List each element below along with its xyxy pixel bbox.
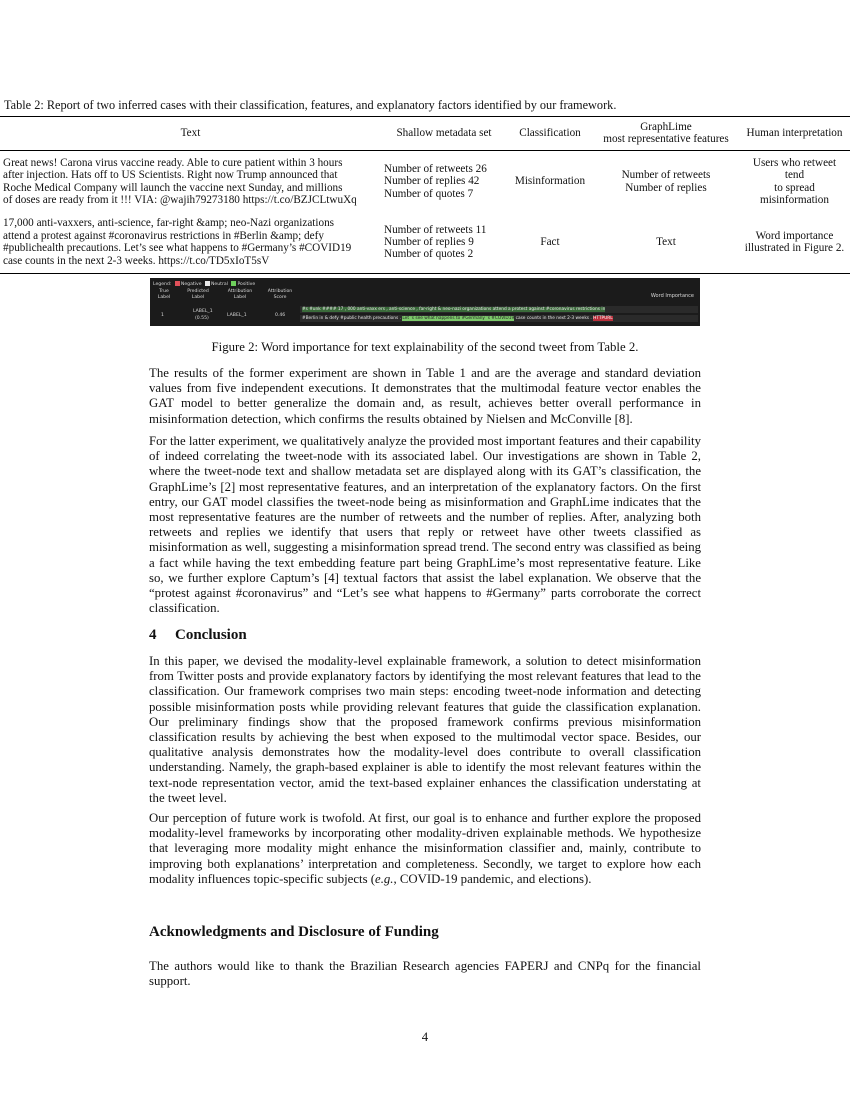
results-table xyxy=(0,116,850,274)
row-features xyxy=(593,150,739,216)
value-true-label: 1 xyxy=(161,313,164,318)
row-features xyxy=(593,216,739,273)
row-classification: Misinformation xyxy=(514,175,586,188)
column-true-label xyxy=(146,289,182,300)
legend-neutral: Neutral xyxy=(211,282,228,287)
header-text: Text xyxy=(180,127,201,140)
feature-line: Text xyxy=(656,236,676,249)
table-row xyxy=(0,216,850,273)
column-attribution-score xyxy=(262,289,298,300)
column-line: Attribution xyxy=(227,289,253,294)
row-text-line: attend a protest against #coronavirus restrictions in #Berlin &amp; defy xyxy=(3,229,324,242)
word-importance-title: Word Importance xyxy=(650,293,694,299)
column-predicted-label xyxy=(180,289,216,300)
section-heading-acknowledgments: Acknowledgments and Disclosure of Funding xyxy=(149,924,439,940)
paragraph-segment: Our perception of future work is twofold. At first, our goal is to enhance and further explore the proposed modality-level frameworks by incorporating other modality-driven explainable methods. We hypothesize that leveraging more modality might enhance the misinformation classifier and, mainly, contribute to improving both explanations’ interpretation and completeness. Secondly, we target to explore how each modality influences topic-specific subjects ( xyxy=(149,811,701,886)
column-line: Label xyxy=(157,294,171,300)
row-text-line: case counts in the next 2-3 weeks. https://t.co/TD5xIoT5sV xyxy=(3,254,270,267)
table-header-row xyxy=(0,117,850,151)
column-line: Score xyxy=(273,294,287,300)
header-graphlime-line2: most representative features xyxy=(603,133,729,146)
metadata-line: Number of replies 42 xyxy=(384,175,480,188)
column-line: Label xyxy=(233,294,247,300)
strip-text: #Berlin in & defy #public health precautions . xyxy=(302,316,401,321)
row-classification: Fact xyxy=(540,236,560,249)
header-classification: Classification xyxy=(519,127,581,140)
value-attribution-label: LABEL_1 xyxy=(227,313,247,318)
header-graphlime-line1: GraphLime xyxy=(640,121,692,133)
row-text xyxy=(0,150,381,216)
table-row xyxy=(0,150,850,216)
paragraph-acknowledgments xyxy=(149,959,701,989)
metadata-line: Number of retweets 26 xyxy=(384,163,487,176)
feature-line: Number of replies xyxy=(625,181,707,194)
row-text-line: #publichealth precautions. Let’s see what happens to #Germany’s #COVID19 xyxy=(3,242,352,255)
paragraph-text: The results of the former experiment are shown in Table 1 and are the average and standard deviation values from five independent executions. It demonstrates that the multimodal feature vector enables the GAT model to better generalize the domain and, as result, achieves better overall performance in misinformation detection, which confirms the results obtained by Nielsen and McConville [8]. xyxy=(149,366,701,426)
interpretation-line: illustrated in Figure 2. xyxy=(744,242,845,255)
table-caption: Table 2: Report of two inferred cases with their classification, features, and explanatory factors identified by our framework. xyxy=(4,98,617,112)
interpretation-line: Word importance xyxy=(755,229,834,242)
interpretation-line: to spread misinformation xyxy=(760,181,829,207)
word-importance-figure xyxy=(150,278,700,326)
row-metadata xyxy=(381,216,507,273)
metadata-line: Number of quotes 7 xyxy=(384,187,474,200)
header-metadata: Shallow metadata set xyxy=(396,127,492,140)
word-importance-strip-2 xyxy=(300,315,698,322)
section-heading-conclusion xyxy=(149,627,247,644)
value-attribution-score: 0.46 xyxy=(275,313,286,318)
header-human: Human interpretation xyxy=(746,127,843,140)
row-text xyxy=(0,216,381,273)
metadata-line: Number of retweets 11 xyxy=(384,223,487,236)
paragraph-segment: , COVID-19 pandemic, and elections). xyxy=(393,871,592,886)
column-line: Label xyxy=(191,294,205,300)
row-interpretation xyxy=(739,150,850,216)
legend-negative: Negative xyxy=(180,282,202,287)
column-line: True xyxy=(159,289,169,294)
paragraph-results xyxy=(149,366,701,427)
column-attribution-label xyxy=(222,289,258,300)
paragraph-analysis xyxy=(149,434,701,616)
row-text-line: 17,000 anti-vaxxers, anti-science, far-right &amp; neo-Nazi organizations xyxy=(3,217,335,230)
figure-caption: Figure 2: Word importance for text explainability of the second tweet from Table 2. xyxy=(211,340,639,354)
row-metadata xyxy=(381,150,507,216)
section-number: 4 xyxy=(149,627,157,643)
strip-text-positive: Let ’s see what happens to #Germany ’s #COVID19 xyxy=(402,316,515,321)
row-text-line: Great news! Carona virus vaccine ready. Able to cure patient within 3 hours xyxy=(3,156,343,169)
legend-positive: Positive xyxy=(237,282,256,287)
figure-legend xyxy=(153,281,255,287)
paragraph-text xyxy=(149,811,701,887)
interpretation-line: Users who retweet tend xyxy=(752,156,837,182)
header-graphlime xyxy=(593,117,739,151)
word-importance-strip-1 xyxy=(300,306,698,313)
strip-text: case counts in the next 2-3 weeks . xyxy=(515,316,592,321)
metadata-line: Number of replies 9 xyxy=(384,236,474,249)
legend-swatch-negative xyxy=(175,281,180,286)
row-text-line: Roche Medical Company will launch the vaccine next Sunday, and millions xyxy=(3,181,343,194)
legend-swatch-positive xyxy=(231,281,236,286)
row-text-line: of doses are ready from it !!! VIA: @wajih79273180 https://t.co/BZJCLtwuXq xyxy=(3,194,357,207)
paragraph-text: The authors would like to thank the Brazilian Research agencies FAPERJ and CNPq for the financial support. xyxy=(149,959,701,989)
value-predicted-label: LABEL_1 xyxy=(193,309,213,314)
column-line: Attribution xyxy=(267,289,293,294)
paragraph-text: For the latter experiment, we qualitatively analyze the provided most important features and their capability of indeed correlating the tweet-node with its associated label. Our investigations are shown in Table 2, where the tweet-node text and shallow metadata set are displayed along with its GAT’s classification, the GraphLime’s [2] most representative features, and an interpretation of the explanatory factors. On the first entry, our GAT model classifies the tweet-node being as misinformation and GraphLime indicates that the most representative features are the number of retweets and the number of replies. After, analyzing both retweets and replies we identify that users that reply or retweet have other tweets classified as misinformation as well, suggesting a misinformation spread trend. The second entry was classified as being a fact while having the text embedding feature part being GraphLime’s most representative feature. Like so, we further explore Captum’s [4] textual factors that assist the label explanation. We observe that the “protest against #coronavirus” and “Let’s see what happens to #Germany” parts corroborate the correct classification. xyxy=(149,434,701,616)
feature-line: Number of retweets xyxy=(621,169,711,182)
strip-text-negative: HTTPURL xyxy=(593,316,613,321)
legend-swatch-neutral xyxy=(205,281,210,286)
section-title: Conclusion xyxy=(175,627,247,643)
column-line: Predicted xyxy=(187,289,209,294)
paragraph-conclusion xyxy=(149,654,701,806)
paragraph-future-work xyxy=(149,811,701,887)
row-text-line: after injection. Hats off to US Scientists. Right now Trump announced that xyxy=(3,169,338,182)
legend-label: Legend: xyxy=(153,282,172,287)
paragraph-text: In this paper, we devised the modality-level explainable framework, a solution to detect misinformation from Twitter posts and provide explanatory factors by identifying the most relevant features that lead to the classification. Our framework comprises two main steps: encoding tweet-node information and detecting possible misinformation posts while providing relevant features that guide the classification explanation. Our preliminary findings show that the proposed framework confirms previous misinformation classification results by achieving the best when exposed to the multimodal vector space. Besides, our qualitative analysis demonstrates how the modality-level does contribute to overall classification understanding. Namely, the graph-based explainer is able to identify the most relevant features within the text-node representation vector, amid the text-based explainer enhances the classification understating at the tweet level. xyxy=(149,654,701,805)
paragraph-eg: e.g. xyxy=(375,871,394,886)
value-predicted-prob: (0.55) xyxy=(195,316,209,321)
metadata-line: Number of quotes 2 xyxy=(384,248,474,261)
page-number: 4 xyxy=(421,1030,429,1044)
row-interpretation xyxy=(739,216,850,273)
strip-text: #s #unk #### 17 , 000 anti-vaxx ers , anti-science , far-right & neo-nazi organizations attend a protest against #coronavirus restrictions in xyxy=(302,307,606,312)
